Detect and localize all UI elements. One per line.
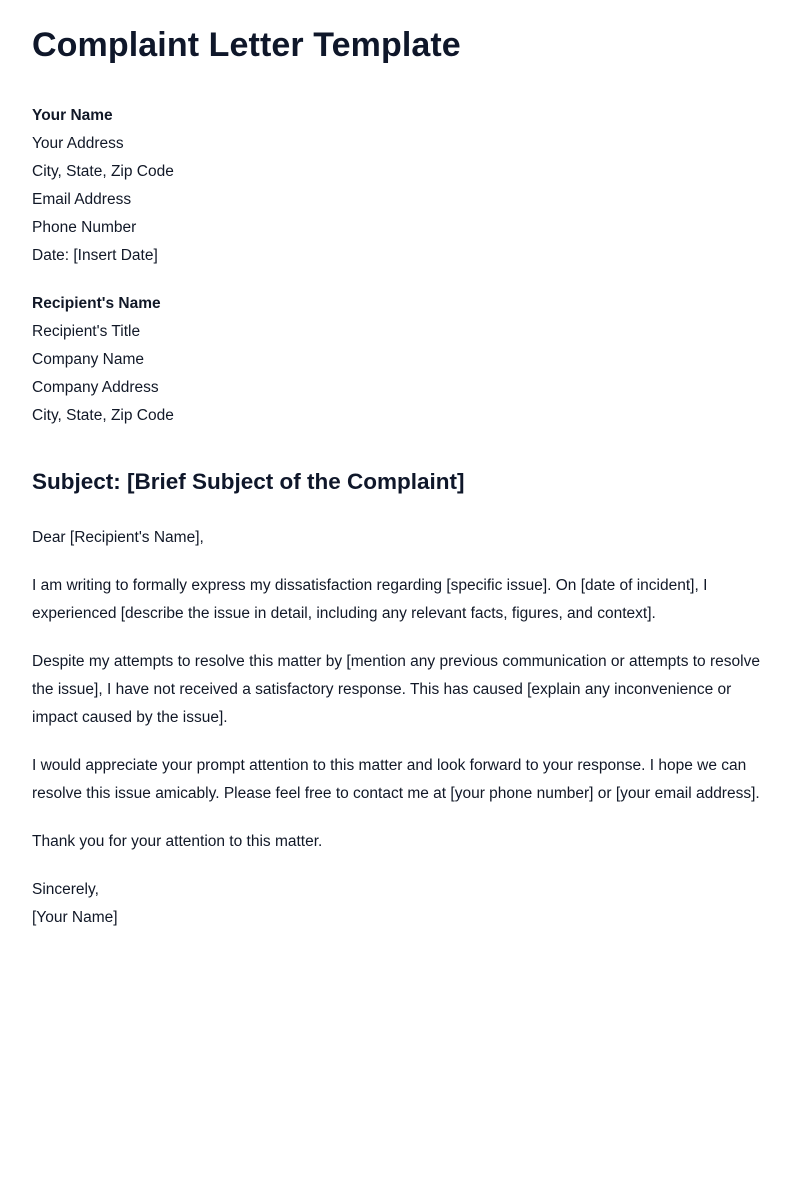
sender-block bbox=[32, 102, 768, 270]
subject-heading: Subject: [Brief Subject of the Complaint] bbox=[32, 469, 465, 494]
recipient-company-address: Company Address bbox=[32, 379, 159, 396]
body-paragraph-1: I am writing to formally express my dissatisfaction regarding [specific issue]. On [date of incident], I experienced [describe the issue in detail, including any relevant facts, figures, and context]. bbox=[32, 577, 708, 622]
closing: Sincerely, bbox=[32, 881, 99, 898]
page-title: Complaint Letter Template bbox=[32, 26, 461, 64]
letter-date: Date: [Insert Date] bbox=[32, 247, 158, 264]
sender-name: Your Name bbox=[32, 107, 113, 124]
recipient-name: Recipient's Name bbox=[32, 295, 161, 312]
body-paragraph-3: I would appreciate your prompt attention to this matter and look forward to your response. I hope we can resolve this issue amicably. Please feel free to contact me at [your phone number] or [your email address]. bbox=[32, 757, 760, 802]
sender-address: Your Address bbox=[32, 135, 124, 152]
signature-block bbox=[32, 876, 768, 932]
recipient-block bbox=[32, 290, 768, 430]
signature-name: [Your Name] bbox=[32, 909, 118, 926]
sender-email: Email Address bbox=[32, 191, 132, 208]
sender-phone: Phone Number bbox=[32, 219, 137, 236]
body-paragraph-4: Thank you for your attention to this matter. bbox=[32, 833, 323, 850]
recipient-title: Recipient's Title bbox=[32, 323, 141, 340]
body-paragraph-2: Despite my attempts to resolve this matter by [mention any previous communication or attempts to resolve the issue], I have not received a satisfactory response. This has caused [explain any inconvenience or impact caused by the issue]. bbox=[32, 653, 760, 726]
salutation: Dear [Recipient's Name], bbox=[32, 529, 204, 546]
sender-city-state-zip: City, State, Zip Code bbox=[32, 163, 174, 180]
recipient-city-state-zip: City, State, Zip Code bbox=[32, 407, 174, 424]
recipient-company: Company Name bbox=[32, 351, 144, 368]
